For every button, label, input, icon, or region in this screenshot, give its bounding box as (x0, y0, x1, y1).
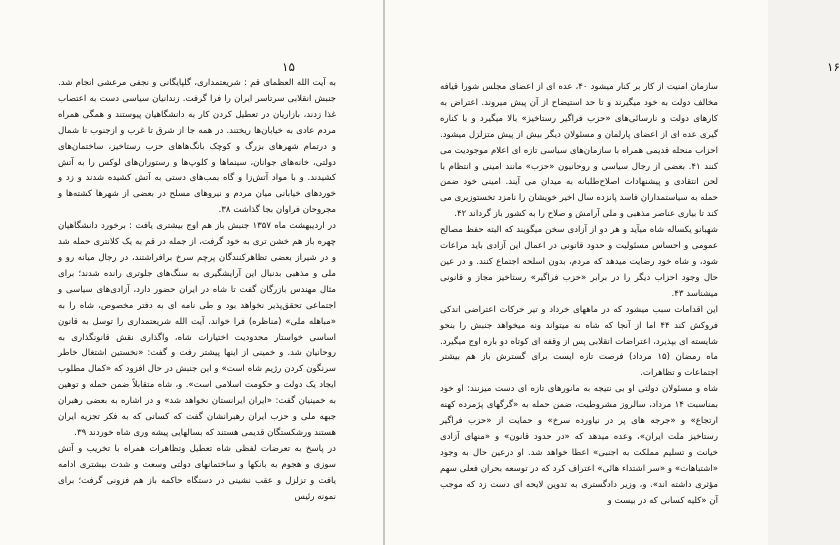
right-page-number: ۱۶ (827, 60, 840, 74)
left-paragraph-2: در اردیبهشت ماه ۱۳۵۷ جنبش باز هم اوج بیشتری یافت : برخورد دانشگاهیان چهره باز هم خشن تری به خود گرفت، از جمله در قم به یک کلانتری حمله شد و در شیراز بعضی تظاهرکنندگان پرچم سرخ برافراشتند، در رجال میانه رو و ملی و مذهبی بدنبال این آرایشگیری به سنگ‌های جلوتری رانده شدند؛ برای مثال مهندس بازرگان گفت تا شاه در ایران حضور دارد، آزادی‌های سیاسی و اجتماعی تحقق‌پذیر نخواهد بود و طی نامه ای به دفتر مخصوص، شاه را به «مباهله ملی» (مناظره) فرا خواند. آیت الله شریعتمداری را توسل به قانون اساسی خواستار محدودیت اختیارات شاه، واگذاری نقش قانونگذاری به روحانیان شد. و خمینی از اینها پیشتر رفت و گفت: «نخستین اشتغال خاطر سرنگون کردن رژیم شاه است» و این جنبش در حال افزود که «کمال مطلوب ایجاد یک دولت و حکومت اسلامی است». و، شاه متقابلاً ضمن حمله و توهین به خمینیان گفت: «ایران ایرانستان نخواهد شد» و در اشاره به بعضی رهبران جبهه ملی و حزب ایران رهبرانشان گفت که کسانی که به فکر تجزیه ایران هستند ورشکستگان قدیمی هستند که بسالهایی پیشه وری شاه خوردند ۳۹. (58, 221, 337, 438)
right-paragraph-3: این اقدامات سبب میشود که در ماههای خرداد و تیر حرکات اعتراضی اندکی فروکش کند ۴۴ اما از آنجا که شاه نه میتواند ونه میخواهد جنبش را بنحو شایسته ای بپذیرد، اعتراضات انقلابی پس از وقفه ای کوتاه دو باره اوج میگیرد. ماه رمضان (۱۵ مرداد) فرصت تازه ایست برای گسترش باز هم بیشتر اجتماعات و تظاهرات. (440, 304, 719, 379)
right-paragraph-4: شاه و مسئولان دولتی او بی نتیجه به مانورهای تازه ای دست میزنند: او خود بمناسبت ۱۴ مرداد، سالروز مشروطیت، ضمن حمله به «گرگهای پژمرده کهنه ارتجاع» و «جرجه های پر در نیاورده سرخ» و حمایت از «حزب فراگیر رستاخیز ملت ایران»، وعده میدهد که «در حدود قانون» و «منهای آزادی خیانت و تسلیم مملکت به اجنبی» اعطا خواهد شد. او درعین حال به وجود «اشتباهات» و «سر اشتداء هائی» اعتراف کرد که در توسعه بحران فعلی سهم مؤثری داشته اند». و، وزیر دادگستری به تدوین لایحه ای دست زد که موجب آن «کلیه کسانی که در بیست و (440, 384, 718, 506)
right-paragraph-2: شهبانو یکساله شاه میآید و هر دو از آزادی سخن میگویند که البته حفظ مصالح عمومی و احساس مسئولیت و حدود قانونی در اعمال این آزادی باید مراعات شود، و شاه خود رضایت میدهد که مردم، بدون اسلحه اجتماع کنند. و در عین حال وجود احزاب دیگر را در برابر «حزب فراگیر» رستاخیز مجاز و قانونی میشناسد ۴۳. (440, 225, 718, 299)
left-paragraph-1: به آیت الله العظمای قم : شریعتمداری، گلپایگانی و نجفی مرعشی انجام شد. جنبش انقلابی سرتاسر ایران را فرا گرفت. زندانیان سیاسی دست به اعتصاب غذا زدند، بازاریان در تعطیل کردن کار به دانشگاهیان پیوستند و همگی همراه مردم عادی به خیابان‌ها ریختند. در همه جا از شرق تا غرب و ازجنوب تا شمال و درتمام شهرهای بزرگ و کوچک بانگ‌هاهای حزب رستاخیز، ساختمان‌های دولتی، خانه‌های جوانان، سینماها و کلوپ‌ها و رستوران‌های لوکس را به آتش کشیدند. و با مواد آتش‌زا و گاه بمب‌های دستی به آتش کشیده شدند و زد و خورد‌های خیابانی میان مردم و نیروهای مسلح در بعضی از شهرها کشته‌ها و مجروحان فراوان بجا گذاشت ۳۸. (58, 78, 336, 216)
right-page-text (440, 80, 718, 509)
left-page-text (58, 76, 336, 505)
left-paragraph-3: در پاسخ به تعرضات لفظی شاه تعطیل وتظاهرات همراه با تخریب و آتش سوزی و هجوم به بانکها و ساختمانهای دولتی وسعت و شدت بیشتری ادامه یافت و تزلزل و عقب نشینی در دستگاه حاکمه باز هم فزونی گرفت؛ برای نمونه رئیس (58, 443, 336, 502)
left-page (0, 0, 383, 545)
left-page-number: ۱۵ (282, 60, 295, 74)
right-paragraph-1: سازمان امنیت از کار بر کنار میشود ۴۰، عده ای از اعضای مجلس شورا قیافه مخالف دولت به خود میگیرند و تا حد استیضاح از آن پیش میروند. اعتراض به کارهای دولت و نارسائی‌های «حزب فراگیر رستاخیز» بالا میگیرد و با کناره گیری عده ای از اعضای پارلمان و مسئولان دیگر بیش از پیش متزلزل میشود. احزاب منحله قدیمی همراه با سازمان‌های سیاسی تازه ای اعلام موجودیت می کنند ۴۱. بعضی از رجال سیاسی و روحانیون «حزب» مانند امینی و انتظام با لحن انتقادی و پیشنهادات اصلاح‌طلبانه به میدان می آیند. امینی خود ضمن حمله به سیاستمداران فاسد پانزده سال اخیر خویشان را نامزد تخستوزیری می کند تا بیاری عناصر مذهبی و ملی آرامش و صلاح را به کشور باز گرداند ۴۲. (440, 82, 719, 220)
